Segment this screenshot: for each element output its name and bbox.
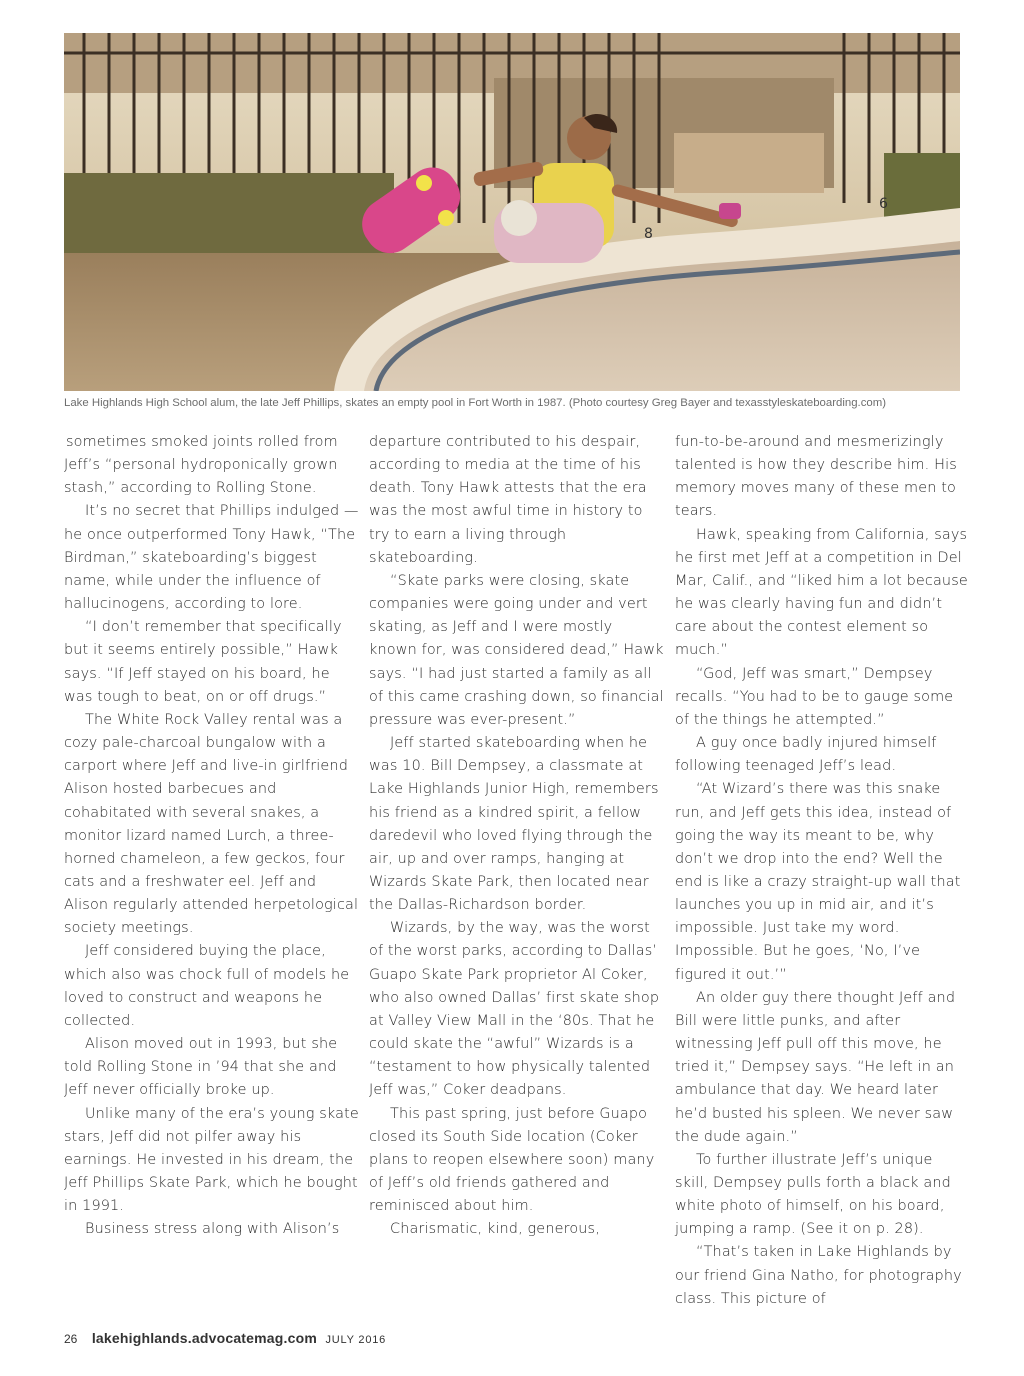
paragraph: Alison moved out in 1993, but she told Rolling Stone in ’94 that she and Jeff never officially broke up. (64, 1036, 338, 1099)
paragraph: The White Rock Valley rental was a cozy pale-charcoal bungalow with a carport where Jeff and live-in girlfriend Alison hosted barbecues and cohabitated with several snakes, a monitor lizard named Lurch, a three-horned chameleon, a few geckos, four cats and a freshwater eel. Jeff and Alison regularly attended herpetological society meetings. (64, 711, 359, 937)
paragraph: This past spring, just before Guapo closed its South Side location (Coker plans to reopen elsewhere soon) many of Jeff’s old friends gathered and reminisced about him. (369, 1105, 655, 1215)
paragraph: “I don’t remember that specifically but it seems entirely possible,” Hawk says. “If Jeff stayed on his board, he was tough to beat, on or off drugs.” (64, 619, 342, 705)
pool-depth-marker-6: 6 (879, 196, 888, 212)
paragraph: A guy once badly injured himself following teenaged Jeff’s lead. (675, 735, 937, 775)
paragraph: “Skate parks were closing, skate companies were going under and vert skating, as Jeff and I were mostly known for, was considered dead,” Hawk says. “I had just started a family as all of this came crashing down, so financial pressure was ever-present.” (369, 572, 664, 728)
paragraph: An older guy there thought Jeff and Bill were little punks, and after witnessing Jeff pull off this move, he tried it,” Dempsey says. “He left in an ambulance that day. We heard later he’d busted his spleen. We never saw the dude again.” (675, 989, 956, 1145)
article-column-1 (64, 431, 359, 1241)
paragraph: fun-to-be-around and mesmerizingly talented is how they describe him. His memory moves many of these men to tears. (675, 434, 957, 520)
paragraph: Jeff considered buying the place, which also was chock full of models he loved to construct and weapons he collected. (64, 943, 350, 1029)
paragraph: sometimes smoked joints rolled from Jeff’s “personal hydroponically grown stash,” according to Rolling Stone. (64, 434, 338, 497)
issue-date: JULY 2016 (325, 1334, 387, 1346)
article-column-3 (675, 431, 970, 1311)
paragraph: “God, Jeff was smart,” Dempsey recalls. “You had to be to gauge some of the things he attempted.” (675, 665, 954, 728)
paragraph: To further illustrate Jeff’s unique skill, Dempsey pulls forth a black and white photo of himself, on his board, jumping a ramp. (See it on p. 28). (675, 1151, 951, 1238)
paragraph: Hawk, speaking from California, says he first met Jeff at a competition in Del Mar, Calif., and “liked him a lot because he was clearly having fun and didn’t care about the contest element so much.” (675, 526, 968, 659)
article-column-2 (369, 431, 664, 1241)
paragraph: Charismatic, kind, generous, (390, 1221, 600, 1238)
pool-depth-marker-8: 8 (644, 226, 653, 242)
page-number: 26 (64, 1332, 78, 1346)
paragraph: “At Wizard’s there was this snake run, and Jeff gets this idea, instead of going the way its meant to be, why don’t we drop into the end? Well the end is like a crazy straight-up wall that launches you up in mid air, and it’s impossible. Just take my word. Impossible. But he goes, ‘No, I’ve figured it out.’” (675, 781, 961, 983)
paragraph: departure contributed to his despair, according to media at the time of his death. Tony Hawk attests that the era was the most awful time in history to try to earn a living through skateboarding. (369, 434, 647, 566)
photo-caption: Lake Highlands High School alum, the late Jeff Phillips, skates an empty pool in Fort Worth in 1987. (Photo courtesy Greg Bayer and texasstyleskateboarding.com) (64, 397, 887, 409)
paragraph: Business stress along with Alison’s (85, 1221, 340, 1238)
page-footer (64, 1330, 386, 1348)
paragraph: Jeff started skateboarding when he was 10. Bill Dempsey, a classmate at Lake Highlands Junior High, remembers his friend as a kindred spirit, a fellow daredevil who loved flying through the air, up and over ramps, hanging at Wizards Skate Park, then located near the Dallas-Richardson border. (369, 735, 659, 914)
site-url: lakehighlands.advocatemag.com (91, 1330, 318, 1346)
paragraph: Wizards, by the way, was the worst of the worst parks, according to Dallas’ Guapo Skate Park proprietor Al Coker, who also owned Dallas’ first skate shop at Valley View Mall in the ‘80s. That he could skate the “awful” Wizards is a “testament to how physically talented Jeff was,” Coker deadpans. (369, 920, 660, 1099)
paragraph: It’s no secret that Phillips indulged — he once outperformed Tony Hawk, “The Birdman,” skateboarding’s biggest name, while under the influence of hallucinogens, according to lore. (64, 503, 359, 613)
lead-photo (64, 33, 960, 391)
skateboarder-pool-photo (64, 33, 960, 391)
paragraph: Unlike many of the era’s young skate stars, Jeff did not pilfer away his earnings. He invested in his dream, the Jeff Phillips Skate Park, which he bought in 1991. (64, 1105, 359, 1215)
paragraph: “That’s taken in Lake Highlands by our friend Gina Natho, for photography class. This picture of (675, 1244, 962, 1307)
